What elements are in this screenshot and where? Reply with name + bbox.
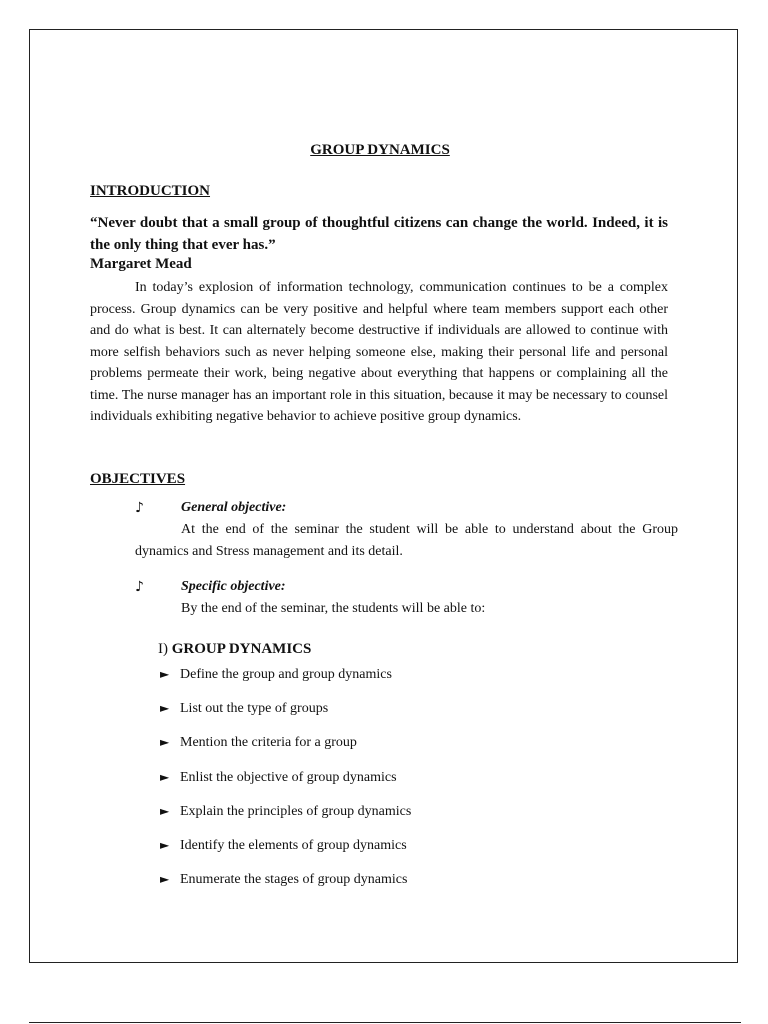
arrow-bullet-icon: ►: [160, 769, 170, 784]
list-item-text: List out the type of groups: [180, 701, 329, 717]
music-note-icon: ♪: [135, 579, 144, 595]
arrow-bullet-icon: ►: [160, 667, 170, 681]
list-item: [160, 801, 411, 835]
group-dynamics-subheading: [158, 641, 311, 658]
page-divider: [29, 1022, 741, 1023]
list-item-text: Enumerate the stages of group dynamics: [180, 872, 408, 888]
list-item: [160, 767, 411, 801]
list-item-text: Define the group and group dynamics: [180, 667, 392, 682]
list-item: [160, 869, 411, 903]
list-item: [160, 732, 411, 766]
general-objective-text: At the end of the seminar the student will be able to understand about the Group dynamics and Stress management and its detail.: [135, 522, 678, 559]
section-numeral: I): [158, 641, 168, 657]
introduction-heading: INTRODUCTION: [90, 183, 211, 199]
quote-author: Margaret Mead: [90, 256, 192, 272]
quote: “Never doubt that a small group of thoughtful citizens can change the world. Indeed, it is the only thing that ever has.”: [90, 215, 668, 253]
section-title: GROUP DYNAMICS: [171, 641, 312, 657]
objectives-heading: OBJECTIVES: [90, 471, 186, 487]
list-item-text: Identify the elements of group dynamics: [180, 837, 407, 853]
document-title: GROUP DYNAMICS: [310, 142, 450, 158]
list-item-text: Enlist the objective of group dynamics: [180, 769, 397, 785]
specific-objective-label: Specific objective:: [181, 579, 286, 594]
list-item: [160, 698, 411, 732]
list-item-text: Mention the criteria for a group: [180, 735, 357, 751]
objectives-list: [160, 664, 411, 903]
list-item: [160, 835, 411, 869]
general-objective-label: General objective:: [181, 500, 287, 515]
list-item-text: Explain the principles of group dynamics: [180, 803, 412, 819]
arrow-bullet-icon: ►: [160, 837, 170, 852]
introduction-paragraph: In today’s explosion of information technology, communication continues to be a complex process. Group dynamics can be very positive and helpful where team members support each other and do what is best. It can alternately become destructive if individuals are allowed to continue with more selfish behaviors such as never helping someone else, making their personal life and personal problems permeate their work, being negative about everything that happens or complaining all the time. The nurse manager has an important role in this situation, because it may be necessary to counsel individuals exhibiting negative behavior to achieve positive group dynamics.: [90, 280, 668, 424]
arrow-bullet-icon: ►: [160, 735, 170, 750]
general-objective: [135, 497, 678, 563]
music-note-icon: ♪: [135, 500, 144, 516]
arrow-bullet-icon: ►: [160, 803, 170, 818]
specific-objective-text: By the end of the seminar, the students will be able to:: [181, 601, 486, 616]
arrow-bullet-icon: ►: [160, 701, 170, 716]
list-item: [160, 664, 411, 698]
arrow-bullet-icon: ►: [160, 872, 170, 887]
specific-objective: [135, 576, 678, 620]
